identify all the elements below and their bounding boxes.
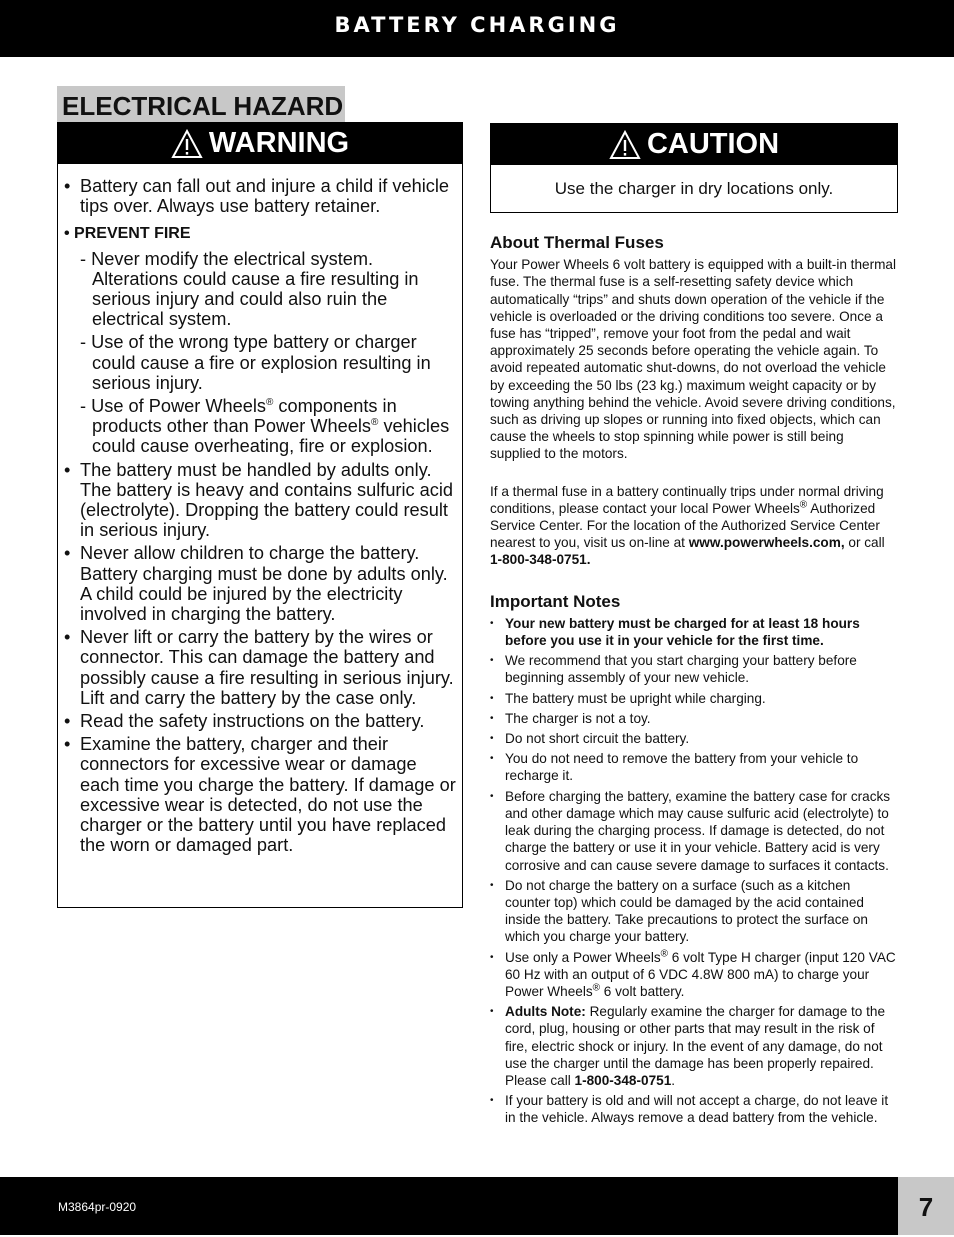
warning-subitem (64, 396, 458, 457)
notes-list (490, 615, 898, 1127)
text-run: or call (844, 535, 885, 551)
caution-text: Use the charger in dry locations only. (554, 179, 834, 198)
warning-subitem: - Use of the wrong type battery or charger could cause a fire or explosion resulting in serious injury. (80, 332, 431, 393)
header-bar (0, 0, 954, 57)
warning-bullet: • Read the safety instructions on the battery. (64, 711, 458, 731)
text-run: If a thermal fuse in a battery continually trips under normal driving conditions, please contact your local Power Wheels (490, 483, 884, 516)
right-column (490, 234, 898, 1130)
list-item: • The charger is not a toy. (490, 710, 898, 727)
list-item: • Do not short circuit the battery. (490, 730, 898, 747)
list-item (490, 1003, 898, 1089)
list-item (490, 615, 898, 649)
list-item: • The battery must be upright while charging. (490, 690, 898, 707)
phone-number: 1-800-348-0751 (574, 1072, 672, 1088)
registered-mark: ® (660, 947, 669, 959)
warning-triangle-icon (609, 130, 641, 160)
registered-mark: ® (799, 499, 808, 511)
list-item: • We recommend that you start charging your battery before beginning assembly of your new vehicle. (490, 652, 898, 686)
thermal-fuses-heading: About Thermal Fuses (490, 233, 664, 252)
registered-mark: ® (265, 396, 274, 408)
caution-box (490, 123, 898, 213)
text-run: vehicles could cause overheating, fire or explosion. (92, 416, 450, 457)
document-code: M3864pr-0920 (58, 1200, 137, 1214)
warning-bullet: • Never lift or carry the battery by the wires or connector. This can damage the battery and possibly cause a fire resulting in serious injury. Lift and carry the battery by the case only. (64, 627, 458, 708)
text-run: components in products other than Power Wheels (92, 396, 397, 437)
list-item (490, 949, 898, 1001)
text-run: - Use of Power Wheels (80, 396, 266, 417)
warning-body (58, 164, 462, 856)
page-title: BATTERY CHARGING (334, 12, 620, 37)
footer-bar (0, 1177, 954, 1235)
text-run: . (671, 1072, 676, 1088)
text-run: Authorized Service Center. For the location of the Authorized Service Center nearest to you, visit us on-line at (490, 500, 880, 551)
caution-heading: CAUTION (646, 128, 780, 160)
text-run: Use only a Power Wheels (505, 949, 661, 965)
prevent-fire-label: • PREVENT FIRE (64, 225, 191, 243)
list-item: • If your battery is old and will not accept a charge, do not leave it in the vehicle. Always remove a dead battery from the vehicle. (490, 1092, 898, 1126)
thermal-paragraph (490, 483, 898, 569)
electrical-hazard-label: ELECTRICAL HAZARD (57, 86, 345, 122)
warning-subitem: - Never modify the electrical system. Alterations could cause a fire resulting in serious injury and could also ruin the electrical system. (80, 248, 419, 330)
warning-bullet: • Battery can fall out and injure a child if vehicle tips over. Always use battery retainer. (64, 176, 458, 216)
warning-header (58, 123, 462, 164)
warning-bullet: • Never allow children to charge the battery. Battery charging must be done by adults only. A child could be injured by the electricity involved in charging the battery. (64, 543, 458, 624)
list-item: • You do not need to remove the battery from your vehicle to recharge it. (490, 750, 898, 784)
list-item: • Before charging the battery, examine the battery case for cracks and other damage which may cause sulfuric acid (electrolyte) to leak during the charging process. If damage is detected, do not charge the battery or use it in your vehicle. Battery acid is very corrosive and can cause severe damage to surfaces it contacts. (490, 788, 898, 874)
website-link[interactable]: www.powerwheels.com, (688, 535, 845, 551)
warning-box (57, 122, 463, 908)
page-number: 7 (898, 1177, 954, 1235)
warning-triangle-icon (171, 129, 203, 159)
text-run: Regularly examine the charger for damage to the cord, plug, housing or other parts that may result in the risk of fire, electric shock or injury. In the event of any damage, do not use the charger until the damage has been properly repaired. Please call (505, 1004, 886, 1088)
registered-mark: ® (592, 982, 601, 994)
thermal-paragraph: Your Power Wheels 6 volt battery is equipped with a built-in thermal fuse. The thermal fuse is a self-resetting safety device which automatically “trips” and shuts down operation of the vehicle if the vehicle is overloaded or the driving conditions too severe. Once a fuse has “tripped”, remove your foot from the pedal and wait approximately 25 seconds before operating the vehicle again. To avoid repeated automatic shut-downs, do not overload the vehicle by exceeding the 50 lbs (23 kg.) maximum weight capacity or by towing anything behind the vehicle. Avoid severe driving conditions, such as driving up slopes or running into fixed objects, which can cause the wheels to stop spinning while power is still being supplied to the motors. (490, 257, 897, 462)
warning-heading: WARNING (208, 127, 350, 159)
text-run: 6 volt Type H charger (input 120 VAC 60 Hz with an output of 6 VDC 4.8W 800 mA) to charge your Power Wheels (505, 949, 896, 999)
text-run: 6 volt battery. (600, 983, 685, 999)
list-item: • Do not charge the battery on a surface (such as a kitchen counter top) which could be damaged by the acid contained inside the battery. Take precautions to protect the surface on which you charge your battery. (490, 877, 898, 946)
important-notes-heading: Important Notes (490, 591, 621, 611)
warning-bullet: • Examine the battery, charger and their connectors for excessive wear or damage each time you charge the battery. If damage or excessive wear is detected, do not use the charger or the battery until you have replaced the worn or damaged part. (64, 734, 458, 855)
text-run: Adults Note: (505, 1004, 586, 1020)
caution-header (491, 124, 897, 165)
registered-mark: ® (371, 417, 379, 429)
text-run: Your new battery must be charged for at least 18 hours before you use it in your vehicle for the first time. (505, 615, 860, 649)
warning-bullet: • The battery must be handled by adults only. The battery is heavy and contains sulfuric acid (electrolyte). Dropping the battery could result in serious injury. (64, 460, 458, 541)
phone-number: 1-800-348-0751. (490, 552, 591, 568)
